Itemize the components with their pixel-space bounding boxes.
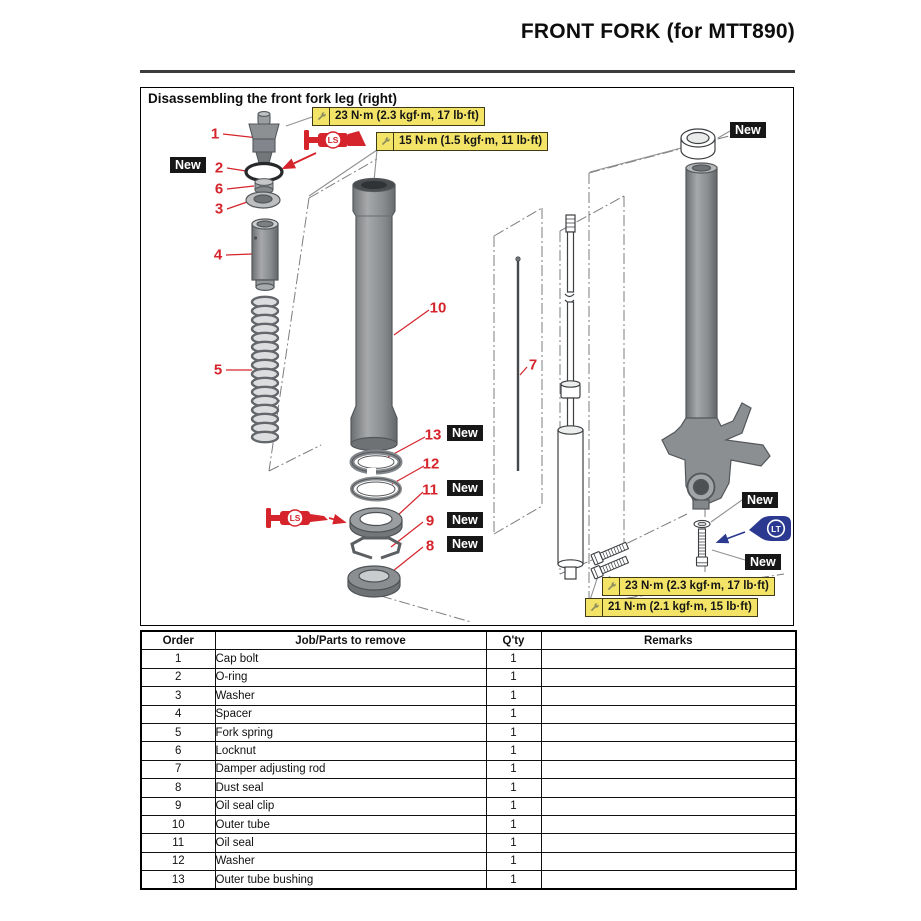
part-damper-adjusting-rod (516, 257, 520, 471)
cell-job: Dust seal (215, 779, 486, 797)
cell-remarks (541, 852, 796, 870)
damper-rod-assembly (558, 215, 583, 579)
part-axle-washer (694, 520, 710, 527)
table-row (141, 650, 796, 668)
cell-job: Outer tube bushing (215, 871, 486, 890)
cell-remarks (541, 779, 796, 797)
part-washer-upper (246, 192, 280, 208)
cell-remarks (541, 815, 796, 833)
cell-job: O-ring (215, 668, 486, 686)
callout-4: 4 (213, 246, 223, 264)
cell-job: Outer tube (215, 815, 486, 833)
cell-job: Washer (215, 687, 486, 705)
table-row (141, 705, 796, 723)
callout-12: 12 (422, 455, 440, 473)
callout-11: 11 (422, 481, 438, 499)
cell-order: 4 (141, 705, 215, 723)
cell-job: Spacer (215, 705, 486, 723)
cell-remarks (541, 705, 796, 723)
col-header-order: Order (141, 631, 215, 650)
cell-qty: 1 (486, 705, 541, 723)
callout-9: 9 (425, 512, 435, 530)
cell-qty: 1 (486, 760, 541, 778)
part-new-ring (681, 129, 715, 159)
new-badge-dust-seal: New (447, 536, 483, 552)
torque-damper-bolt (585, 598, 758, 617)
callout-13: 13 (424, 426, 442, 444)
cell-qty: 1 (486, 723, 541, 741)
part-spacer (252, 219, 278, 290)
cell-order: 5 (141, 723, 215, 741)
torque-pinch-bolt (602, 577, 775, 596)
table-row (141, 797, 796, 815)
header-divider (140, 70, 795, 73)
cell-order: 7 (141, 760, 215, 778)
new-badge-o-ring: New (170, 157, 206, 173)
cell-job: Washer (215, 852, 486, 870)
table-row (141, 742, 796, 760)
cell-qty: 1 (486, 668, 541, 686)
col-header-remarks: Remarks (541, 631, 796, 650)
cell-remarks (541, 723, 796, 741)
cell-remarks (541, 687, 796, 705)
callout-1: 1 (210, 125, 220, 143)
part-cap-bolt (249, 112, 279, 163)
part-washer-lower (352, 479, 400, 500)
cell-job: Fork spring (215, 723, 486, 741)
cell-remarks (541, 668, 796, 686)
table-row (141, 834, 796, 852)
callout-6: 6 (214, 180, 224, 198)
new-badge-damper-bolt: New (745, 554, 781, 570)
diagram-panel (140, 87, 794, 626)
cell-remarks (541, 742, 796, 760)
torque-value: 23 N·m (2.3 kgf·m, 17 lb·ft) (625, 580, 769, 592)
new-badge-seal-clip: New (447, 512, 483, 528)
cell-remarks (541, 871, 796, 890)
svg-text:LS: LS (327, 135, 339, 146)
callout-8: 8 (425, 537, 435, 555)
torque-value: 23 N·m (2.3 kgf·m, 17 lb·ft) (335, 110, 479, 122)
table-header-row (141, 631, 796, 650)
cell-qty: 1 (486, 815, 541, 833)
cell-job: Locknut (215, 742, 486, 760)
cell-qty: 1 (486, 742, 541, 760)
torque-value: 21 N·m (2.1 kgf·m, 15 lb·ft) (608, 601, 752, 613)
cell-remarks (541, 797, 796, 815)
cell-order: 1 (141, 650, 215, 668)
wrench-icon (377, 133, 394, 150)
new-badge-bushing: New (447, 425, 483, 441)
loctite-arrow (718, 532, 745, 542)
cell-order: 13 (141, 871, 215, 890)
part-outer-tube-bushing (352, 452, 400, 475)
wrench-icon (586, 599, 603, 616)
part-fork-spring (252, 297, 278, 442)
callout-7: 7 (528, 356, 538, 374)
cell-qty: 1 (486, 852, 541, 870)
cell-qty: 1 (486, 871, 541, 890)
grease-ls-icon-2 (266, 508, 328, 528)
cell-order: 11 (141, 834, 215, 852)
part-oil-seal-clip (352, 538, 400, 558)
callout-10: 10 (429, 299, 447, 317)
parts-table (140, 630, 797, 890)
table-row (141, 760, 796, 778)
part-damper-bolt (697, 529, 708, 566)
part-oil-seal (350, 508, 402, 538)
table-row (141, 723, 796, 741)
table-row (141, 815, 796, 833)
svg-text:LS: LS (289, 513, 301, 524)
loctite-lt-icon (749, 516, 791, 541)
cell-qty: 1 (486, 650, 541, 668)
grease-ls-icon (304, 130, 366, 150)
part-locknut (255, 179, 273, 194)
table-row (141, 779, 796, 797)
cell-job: Damper adjusting rod (215, 760, 486, 778)
cell-qty: 1 (486, 834, 541, 852)
torque-value: 15 N·m (1.5 kgf·m, 11 lb·ft) (399, 135, 543, 147)
part-outer-tube (351, 179, 397, 451)
part-o-ring (246, 164, 282, 181)
torque-cap-bolt (312, 107, 485, 126)
table-row (141, 687, 796, 705)
cell-order: 2 (141, 668, 215, 686)
cell-order: 8 (141, 779, 215, 797)
table-row (141, 852, 796, 870)
new-badge-ring: New (730, 122, 766, 138)
cell-remarks (541, 760, 796, 778)
cell-order: 12 (141, 852, 215, 870)
cell-order: 10 (141, 815, 215, 833)
svg-text:LT: LT (771, 523, 781, 534)
grease-arrow-top (284, 153, 316, 168)
new-badge-oil-seal: New (447, 480, 483, 496)
torque-locknut (376, 132, 548, 151)
cell-remarks (541, 834, 796, 852)
new-badge-washer: New (742, 492, 778, 508)
table-row (141, 668, 796, 686)
grease-arrow-lower (329, 518, 344, 522)
cell-remarks (541, 650, 796, 668)
cell-qty: 1 (486, 797, 541, 815)
callout-5: 5 (213, 361, 223, 379)
col-header-qty: Q'ty (486, 631, 541, 650)
callout-3: 3 (214, 200, 224, 218)
cell-job: Cap bolt (215, 650, 486, 668)
wrench-icon (603, 578, 620, 595)
cell-qty: 1 (486, 779, 541, 797)
page-title: FRONT FORK (for MTT890) (520, 20, 795, 43)
cell-order: 6 (141, 742, 215, 760)
col-header-job: Job/Parts to remove (215, 631, 486, 650)
cell-order: 3 (141, 687, 215, 705)
table-row (141, 871, 796, 890)
cell-qty: 1 (486, 687, 541, 705)
part-inner-tube-assembly (662, 163, 770, 509)
part-dust-seal (348, 566, 400, 597)
wrench-icon (313, 108, 330, 125)
cell-job: Oil seal clip (215, 797, 486, 815)
diagram-title: Disassembling the front fork leg (right) (148, 91, 398, 106)
cell-job: Oil seal (215, 834, 486, 852)
callout-2: 2 (214, 159, 224, 177)
cell-order: 9 (141, 797, 215, 815)
